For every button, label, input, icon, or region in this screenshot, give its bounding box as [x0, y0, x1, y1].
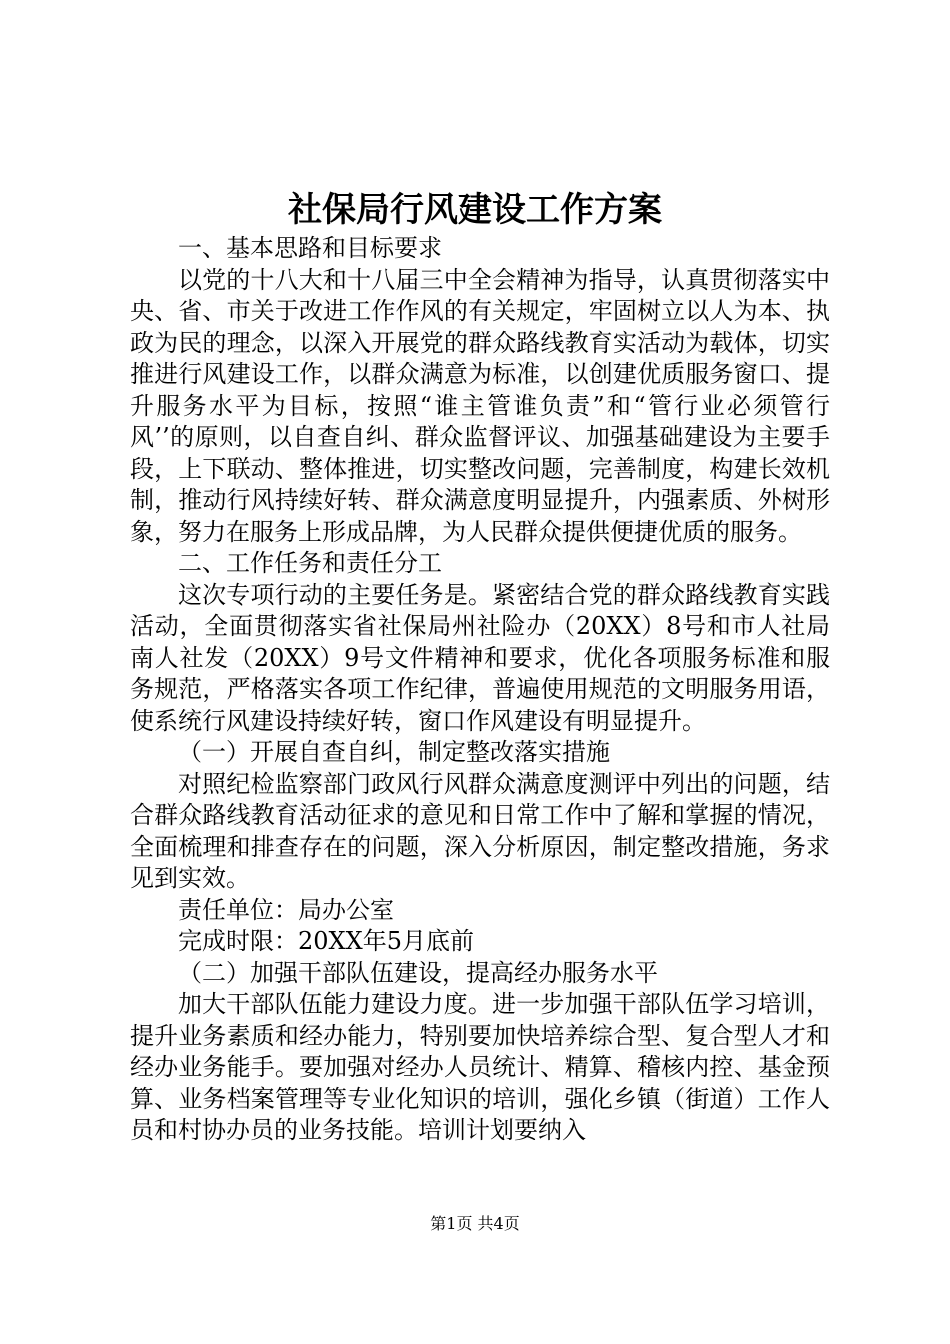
subsection-heading: （二）加强干部队伍建设，提高经办服务水平: [178, 958, 658, 987]
body-paragraph: 对照纪检监察部门政风行风群众满意度测评中列出的问题，结合群众路线教育活动征求的意见和日常工作中了解和掌握的情况，全面梳理和排查存在的问题，深入分析原因，制定整改措施，务求见到实效。: [130, 769, 830, 892]
subsection-heading: （一）开展自查自纠，制定整改落实措施: [178, 738, 610, 766]
body-paragraph: 以党的十八大和十八届三中全会精神为指导，认真贯彻落实中央、省、市关于改进工作作风的有关规定，牢固树立以人为本、执政为民的理念，以深入开展党的群众路线教育实活动为载体，切实推进行风建设工作，以群众满意为标准，以创建优质服务窗口、提升服务水平为目标，按照“谁主管谁负责”和“管行业必须管行风’’的原则，以自查自纠、群众监督评议、加强基础建设为主要手段，上下联动、整体推进，切实整改问题，完善制度，构建长效机制，推动行风持续好转、群众满意度明显提升，内强素质、外树形象，努力在服务上形成品牌，为人民群众提供便捷优质的服务。: [130, 265, 830, 546]
responsible-unit: 责任单位：局办公室: [178, 895, 394, 924]
page-number-footer: 第1页 共4页: [430, 1214, 520, 1233]
body-paragraph: 加大干部队伍能力建设力度。进一步加强干部队伍学习培训，提升业务素质和经办能力，特别要加快培养综合型、复合型人才和经办业务能手。要加强对经办人员统计、精算、稽核内控、基金预算、业务档案管理等专业化知识的培训，强化乡镇（街道）工作人员和村协办员的业务技能。培训计划要纳入: [130, 990, 830, 1144]
section-heading: 一、基本思路和目标要求: [178, 234, 442, 262]
body-paragraph: 这次专项行动的主要任务是。紧密结合党的群众路线教育实践活动，全面贯彻落实省社保局州社险办（20XX）8号和市人社局南人社发（20XX）9号文件精神和要求，优化各项服务标准和服务规范，严格落实各项工作纪律，普遍使用规范的文明服务用语，使系统行风建设持续好转，窗口作风建设有明显提升。: [130, 580, 830, 735]
document-body: [130, 233, 830, 1147]
section-heading: 二、工作任务和责任分工: [178, 549, 442, 577]
deadline: 完成时限：20XX年5月底前: [178, 927, 474, 955]
document-title: 社保局行风建设工作方案: [288, 190, 662, 230]
